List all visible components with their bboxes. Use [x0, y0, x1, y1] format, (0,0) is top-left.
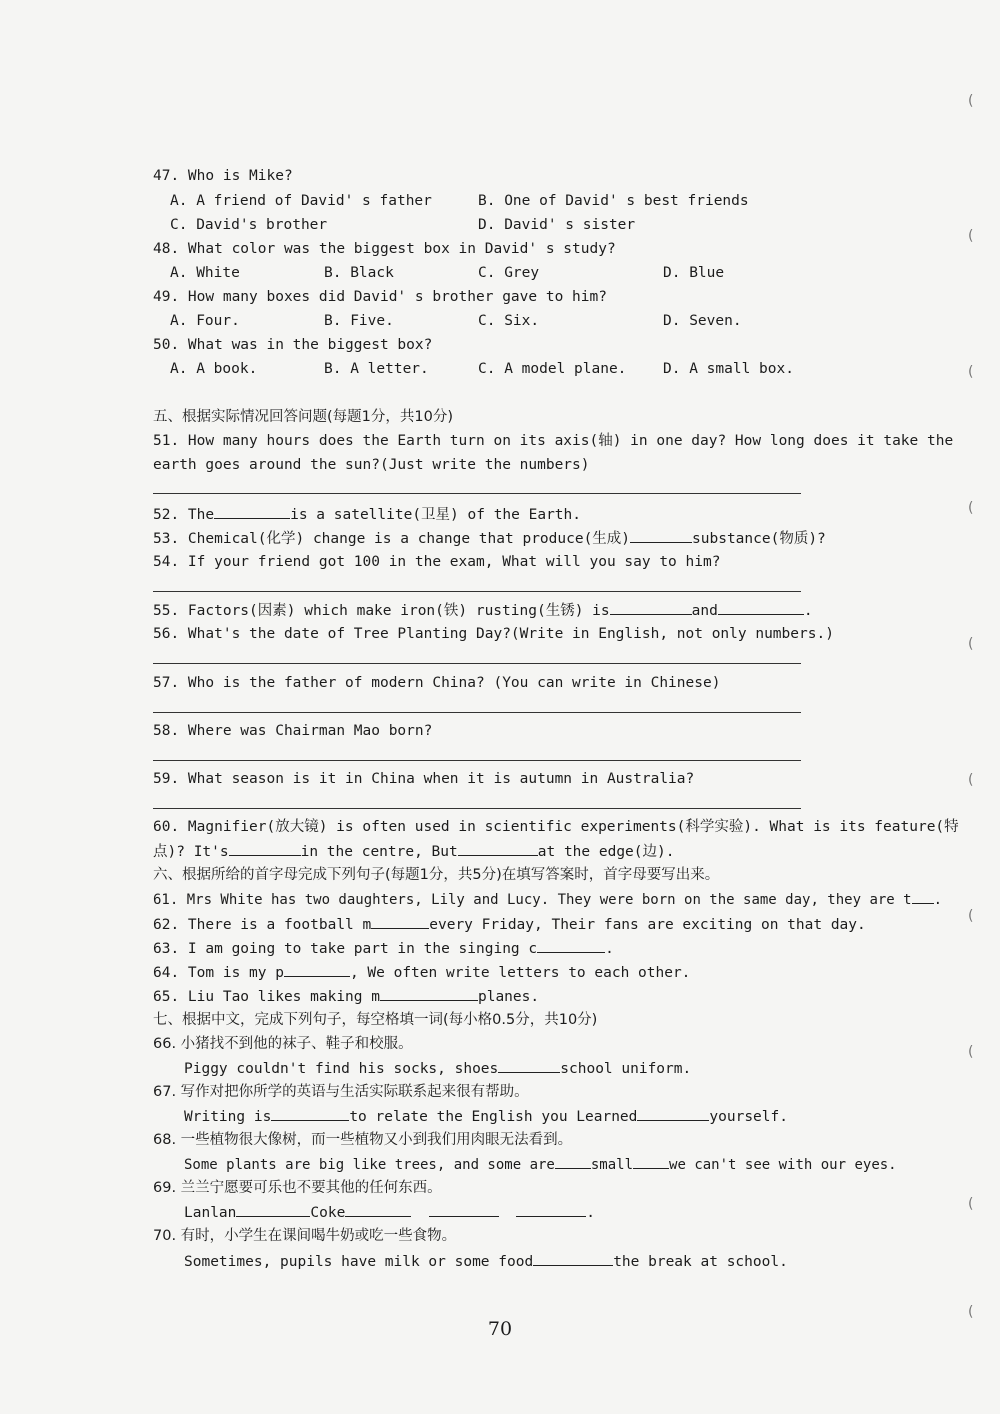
q47-option-d[interactable]: D. David' s sister — [478, 217, 636, 233]
q63-blank[interactable] — [537, 938, 605, 953]
q70-chinese: 70. 有时，小学生在课间喝牛奶或吃一些食物。 — [153, 1228, 457, 1244]
q52-text-1: 52. The — [153, 507, 215, 523]
q69-blank-1[interactable] — [236, 1202, 310, 1217]
q60-text-2: in the centre, But — [300, 844, 458, 860]
q67-blank-1[interactable] — [271, 1106, 349, 1121]
q65 — [153, 986, 539, 1007]
binding-hole-mark-icon: ( — [968, 772, 974, 788]
binding-hole-mark-icon: ( — [968, 636, 974, 652]
q62-text-2: every Friday, Their fans are exciting on that day. — [429, 917, 866, 933]
q64-blank[interactable] — [284, 962, 350, 977]
q68-text-3: we can't see with our eyes. — [669, 1157, 897, 1173]
binding-hole-mark-icon: ( — [968, 1196, 974, 1212]
q67-english — [184, 1106, 788, 1127]
q62 — [153, 914, 866, 935]
q70-text-2: the break at school. — [613, 1254, 788, 1270]
q60-blank-2[interactable] — [458, 841, 538, 856]
q55-text-2: and — [691, 603, 718, 619]
q47-option-a[interactable]: A. A friend of David' s father — [170, 193, 432, 209]
q66-chinese: 66. 小猪找不到他的袜子、鞋子和校服。 — [153, 1036, 413, 1052]
q67-text-1: Writing is — [184, 1109, 272, 1125]
q52 — [153, 504, 581, 525]
q61-text-1: 61. Mrs White has two daughters, Lily and Lucy. They were born on the same day, they are t — [153, 892, 912, 908]
binding-hole-mark-icon: ( — [968, 228, 974, 244]
q67-blank-2[interactable] — [637, 1106, 709, 1121]
q68-text-1: Some plants are big like trees, and some are — [184, 1157, 555, 1173]
binding-hole-mark-icon: ( — [968, 364, 974, 380]
q60-text-3: at the edge(边). — [537, 844, 675, 860]
q62-text-1: 62. There is a football m — [153, 917, 372, 933]
q64-text-1: 64. Tom is my p — [153, 965, 284, 981]
q69-english — [184, 1202, 595, 1223]
q50-option-b[interactable]: B. A letter. — [324, 361, 429, 377]
q55-blank-2[interactable] — [718, 600, 804, 615]
section-7-heading: 七、根据中文，完成下列句子，每空格填一词(每小格0.5分，共10分) — [153, 1012, 598, 1028]
q57: 57. Who is the father of modern China? (You can write in Chinese) — [153, 675, 721, 691]
q58: 58. Where was Chairman Mao born? — [153, 723, 433, 739]
q54: 54. If your friend got 100 in the exam, What will you say to him? — [153, 554, 721, 570]
q70-text-1: Sometimes, pupils have milk or some food — [184, 1254, 534, 1270]
q53-text-1: 53. Chemical(化学) change is a change that produce(生成) — [153, 531, 631, 547]
q47-option-c[interactable]: C. David's brother — [170, 217, 328, 233]
q61-blank[interactable] — [912, 889, 934, 904]
q50-stem: 50. What was in the biggest box? — [153, 337, 433, 353]
q68-chinese: 68. 一些植物很大像树，而一些植物又小到我们用肉眼无法看到。 — [153, 1132, 573, 1148]
q68-text-2: small — [590, 1157, 634, 1173]
q57-answer-line[interactable] — [153, 712, 801, 713]
q60-text-1: 点)? It's — [153, 844, 229, 860]
binding-hole-mark-icon: ( — [968, 1044, 974, 1060]
q50-option-d[interactable]: D. A small box. — [663, 361, 794, 377]
q67-text-3: yourself. — [709, 1109, 788, 1125]
q69-text-1: Lanlan — [184, 1205, 237, 1221]
q68-blank-2[interactable] — [633, 1154, 669, 1169]
q48-option-c[interactable]: C. Grey — [478, 265, 540, 281]
q48-stem: 48. What color was the biggest box in David' s study? — [153, 241, 616, 257]
q47-stem: 47. Who is Mike? — [153, 168, 293, 184]
q70-english — [184, 1251, 788, 1272]
binding-hole-mark-icon: ( — [968, 500, 974, 516]
q61-text-2: . — [933, 892, 943, 908]
q66-text-2: school uniform. — [560, 1061, 692, 1077]
q67-chinese: 67. 写作对把你所学的英语与生活实际联系起来很有帮助。 — [153, 1084, 529, 1100]
q48-option-b[interactable]: B. Black — [324, 265, 394, 281]
q48-option-a[interactable]: A. White — [170, 265, 240, 281]
q50-option-c[interactable]: C. A model plane. — [478, 361, 627, 377]
q51-line-2: earth goes around the sun?(Just write the numbers) — [153, 457, 590, 473]
q69-text-3: . — [586, 1205, 595, 1221]
q56-answer-line[interactable] — [153, 663, 801, 664]
q55-blank-1[interactable] — [610, 600, 692, 615]
q68-blank-1[interactable] — [555, 1154, 591, 1169]
q55 — [153, 600, 813, 621]
q49-stem: 49. How many boxes did David' s brother gave to him? — [153, 289, 607, 305]
binding-hole-mark-icon: ( — [968, 1304, 974, 1320]
q66-blank[interactable] — [498, 1058, 560, 1073]
q53-text-2: substance(物质)? — [692, 531, 826, 547]
q48-option-d[interactable]: D. Blue — [663, 265, 725, 281]
q69-blank-4[interactable] — [516, 1202, 586, 1217]
q62-blank[interactable] — [371, 914, 429, 929]
q67-text-2: to relate the English you Learned — [349, 1109, 638, 1125]
page-number: 70 — [487, 1318, 513, 1340]
q60-line-1: 60. Magnifier(放大镜) is often used in scientific experiments(科学实验). What is its feature(特 — [153, 819, 959, 835]
q56: 56. What's the date of Tree Planting Day?(Write in English, not only numbers.) — [153, 626, 834, 642]
q52-blank[interactable] — [214, 504, 290, 519]
q63-text-2: . — [605, 941, 614, 957]
q50-option-a[interactable]: A. A book. — [170, 361, 258, 377]
q60-blank-1[interactable] — [229, 841, 301, 856]
q68-english — [184, 1154, 897, 1175]
binding-hole-mark-icon: ( — [968, 93, 974, 109]
q47-option-b[interactable]: B. One of David' s best friends — [478, 193, 749, 209]
q60-line-2 — [153, 841, 674, 862]
q66-text-1: Piggy couldn't find his socks, shoes — [184, 1061, 499, 1077]
q65-blank[interactable] — [380, 986, 478, 1001]
q58-answer-line[interactable] — [153, 760, 801, 761]
q65-text-2: planes. — [477, 989, 540, 1005]
q64-text-2: , We often write letters to each other. — [349, 965, 691, 981]
q66-english — [184, 1058, 691, 1079]
q59: 59. What season is it in China when it is autumn in Australia? — [153, 771, 695, 787]
q69-blank-3[interactable] — [429, 1202, 499, 1217]
section-6-heading: 六、根据所给的首字母完成下列句子(每题1分，共5分)在填写答案时，首字母要写出来。 — [153, 867, 720, 883]
q59-answer-line[interactable] — [153, 808, 801, 809]
q49-option-d[interactable]: D. Seven. — [663, 313, 742, 329]
q63-text-1: 63. I am going to take part in the singing c — [153, 941, 538, 957]
q55-text-3: . — [803, 603, 813, 619]
q49-option-a[interactable]: A. Four. — [170, 313, 240, 329]
q69-chinese: 69. 兰兰宁愿要可乐也不要其他的任何东西。 — [153, 1180, 442, 1196]
q64 — [153, 962, 690, 983]
q55-text-1: 55. Factors(因素) which make iron(铁) rusting(生锈) is — [153, 603, 610, 619]
q51-line-1: 51. How many hours does the Earth turn on its axis(轴) in one day? How long does it take the — [153, 433, 954, 449]
q51-answer-line[interactable] — [153, 493, 801, 494]
q49-option-c[interactable]: C. Six. — [478, 313, 540, 329]
q54-answer-line[interactable] — [153, 591, 801, 592]
q53-blank[interactable] — [630, 528, 692, 543]
q65-text-1: 65. Liu Tao likes making m — [153, 989, 380, 1005]
q49-option-b[interactable]: B. Five. — [324, 313, 394, 329]
q53 — [153, 528, 826, 549]
q69-blank-2[interactable] — [345, 1202, 411, 1217]
q61 — [153, 889, 942, 910]
q70-blank[interactable] — [533, 1251, 613, 1266]
q63 — [153, 938, 614, 959]
q69-text-2: Coke — [310, 1205, 346, 1221]
section-5-heading: 五、根据实际情况回答问题(每题1分，共10分) — [153, 409, 453, 425]
q52-text-2: is a satellite(卫星) of the Earth. — [290, 507, 582, 523]
binding-hole-mark-icon: ( — [968, 908, 974, 924]
